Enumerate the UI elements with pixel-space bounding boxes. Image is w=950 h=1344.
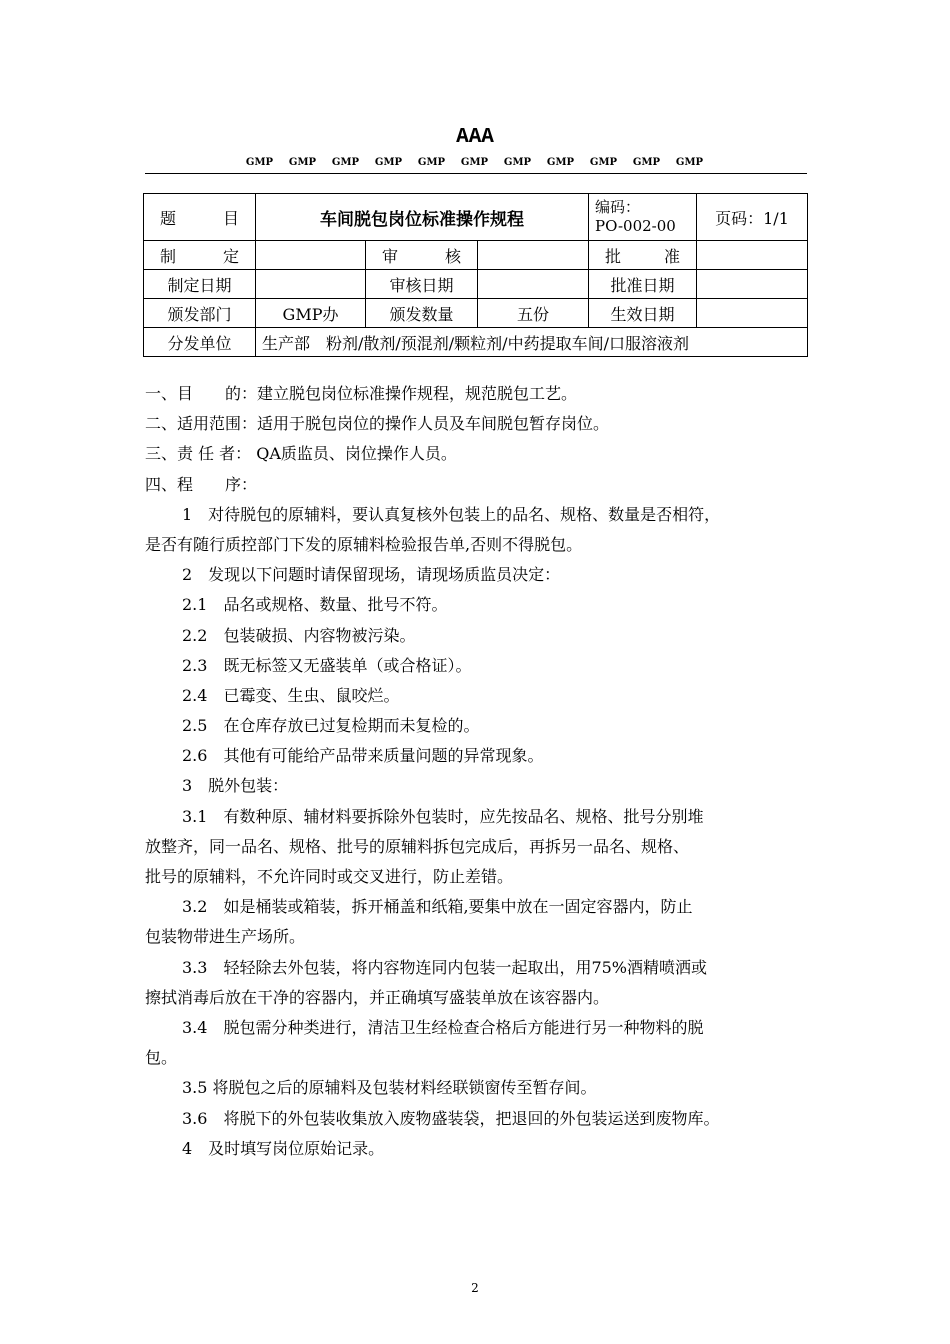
body-line: 批号的原辅料，不允许同时或交叉进行，防止差错。 bbox=[145, 867, 514, 886]
issue-count-value: 五份 bbox=[478, 299, 589, 328]
body-line: 3.4 脱包需分种类进行，清洁卫生经检查合格后方能进行另一种物料的脱 bbox=[182, 1017, 704, 1037]
issue-dept-value: GMP办 bbox=[256, 299, 366, 328]
gmp-mark: GMP bbox=[245, 157, 274, 168]
body-line: 2.6 其他有可能给产品带来质量问题的异常现象。 bbox=[182, 746, 544, 766]
review-label-char: 核 bbox=[444, 246, 461, 266]
approve-label bbox=[589, 241, 697, 270]
approve-value bbox=[697, 241, 808, 270]
body-line: 3.5 将脱包之后的原辅料及包装材料经联锁窗传至暂存间。 bbox=[182, 1078, 597, 1098]
body-line: 2.3 既无标签又无盛装单（或合格证）。 bbox=[182, 655, 472, 675]
gmp-mark: GMP bbox=[417, 157, 446, 168]
title-label-cell bbox=[144, 194, 256, 241]
title-label-char: 目 bbox=[222, 208, 239, 228]
made-by-label-char: 定 bbox=[222, 246, 239, 266]
document-header-title: AAA bbox=[456, 126, 494, 149]
table-row bbox=[144, 270, 808, 299]
body-line: 2.1 品名或规格、数量、批号不符。 bbox=[182, 595, 448, 615]
review-label-char: 审 bbox=[382, 246, 399, 266]
approve-date-label: 批准日期 bbox=[589, 270, 697, 299]
header-divider bbox=[145, 173, 807, 174]
review-label bbox=[366, 241, 478, 270]
body-line: 1 对待脱包的原辅料，要认真复核外包装上的品名、规格、数量是否相符， bbox=[182, 504, 721, 524]
effective-date-label: 生效日期 bbox=[589, 299, 697, 328]
issue-count-label: 颁发数量 bbox=[366, 299, 478, 328]
gmp-mark: GMP bbox=[374, 157, 403, 168]
document-info-table bbox=[143, 193, 808, 357]
body-line: 四、程 序： bbox=[145, 474, 258, 494]
table-row bbox=[144, 241, 808, 270]
document-title: 车间脱包岗位标准操作规程 bbox=[256, 194, 589, 241]
code-label: 编码： bbox=[595, 198, 641, 216]
approve-label-char: 准 bbox=[664, 246, 681, 266]
gmp-mark: GMP bbox=[675, 157, 704, 168]
body-line: 3.6 将脱下的外包装收集放入废物盛装袋，把退回的外包装运送到废物库。 bbox=[182, 1108, 720, 1128]
body-line: 包。 bbox=[145, 1048, 178, 1068]
code-value: PO-002-00 bbox=[595, 217, 676, 235]
gmp-mark-row bbox=[238, 157, 711, 168]
page-label: 页码：1/1 bbox=[697, 194, 808, 241]
made-by-value bbox=[256, 241, 366, 270]
made-date-label: 制定日期 bbox=[144, 270, 256, 299]
gmp-mark: GMP bbox=[546, 157, 575, 168]
distribution-value: 生产部 粉剂/散剂/预混剂/颗粒剂/中药提取车间/口服溶液剂 bbox=[256, 328, 808, 357]
body-line: 包装物带进生产场所。 bbox=[145, 927, 306, 947]
approve-label-char: 批 bbox=[605, 246, 622, 266]
gmp-mark: GMP bbox=[460, 157, 489, 168]
body-line: 是否有随行质控部门下发的原辅料检验报告单,否则不得脱包。 bbox=[145, 534, 583, 554]
effective-date-value bbox=[697, 299, 808, 328]
body-line: 4 及时填写岗位原始记录。 bbox=[182, 1138, 385, 1158]
code-cell bbox=[589, 194, 697, 241]
gmp-mark: GMP bbox=[288, 157, 317, 168]
body-line: 3.3 轻轻除去外包装，将内容物连同内包装一起取出，用75%酒精喷洒或 bbox=[182, 957, 708, 977]
review-date-value bbox=[478, 270, 589, 299]
body-line: 三、责 任 者： QA质监员、岗位操作人员。 bbox=[145, 444, 457, 464]
approve-date-value bbox=[697, 270, 808, 299]
review-value bbox=[478, 241, 589, 270]
gmp-mark: GMP bbox=[503, 157, 532, 168]
body-line: 放整齐，同一品名、规格、批号的原辅料拆包完成后，再拆另一品名、规格、 bbox=[145, 836, 690, 856]
gmp-mark: GMP bbox=[632, 157, 661, 168]
issue-dept-label: 颁发部门 bbox=[144, 299, 256, 328]
title-label-char: 题 bbox=[160, 208, 177, 228]
made-date-value bbox=[256, 270, 366, 299]
table-row bbox=[144, 299, 808, 328]
review-date-label: 审核日期 bbox=[366, 270, 478, 299]
body-line: 2.2 包装破损、内容物被污染。 bbox=[182, 625, 416, 645]
distribution-label: 分发单位 bbox=[144, 328, 256, 357]
made-by-label-char: 制 bbox=[160, 246, 177, 266]
body-line: 2.5 在仓库存放已过复检期而未复检的。 bbox=[182, 716, 480, 736]
body-line: 2.4 已霉变、生虫、鼠咬烂。 bbox=[182, 685, 400, 705]
body-line: 3.2 如是桶装或箱装，拆开桶盖和纸箱,要集中放在一固定容器内，防止 bbox=[182, 897, 693, 917]
gmp-mark: GMP bbox=[589, 157, 618, 168]
table-row bbox=[144, 328, 808, 357]
body-line: 3 脱外包装： bbox=[182, 776, 289, 796]
body-line: 擦拭消毒后放在干净的容器内，并正确填写盛装单放在该容器内。 bbox=[145, 987, 610, 1007]
procedure-body bbox=[145, 379, 820, 1164]
gmp-mark: GMP bbox=[331, 157, 360, 168]
table-row bbox=[144, 194, 808, 241]
body-line: 2 发现以下问题时请保留现场，请现场质监员决定： bbox=[182, 565, 561, 585]
body-line: 3.1 有数种原、辅材料要拆除外包装时，应先按品名、规格、批号分别堆 bbox=[182, 806, 704, 826]
body-line: 二、适用范围：适用于脱包岗位的操作人员及车间脱包暂存岗位。 bbox=[145, 414, 610, 434]
body-line: 一、目 的：建立脱包岗位标准操作规程，规范脱包工艺。 bbox=[145, 384, 578, 403]
made-by-label bbox=[144, 241, 256, 270]
page-number: 2 bbox=[471, 1281, 479, 1295]
